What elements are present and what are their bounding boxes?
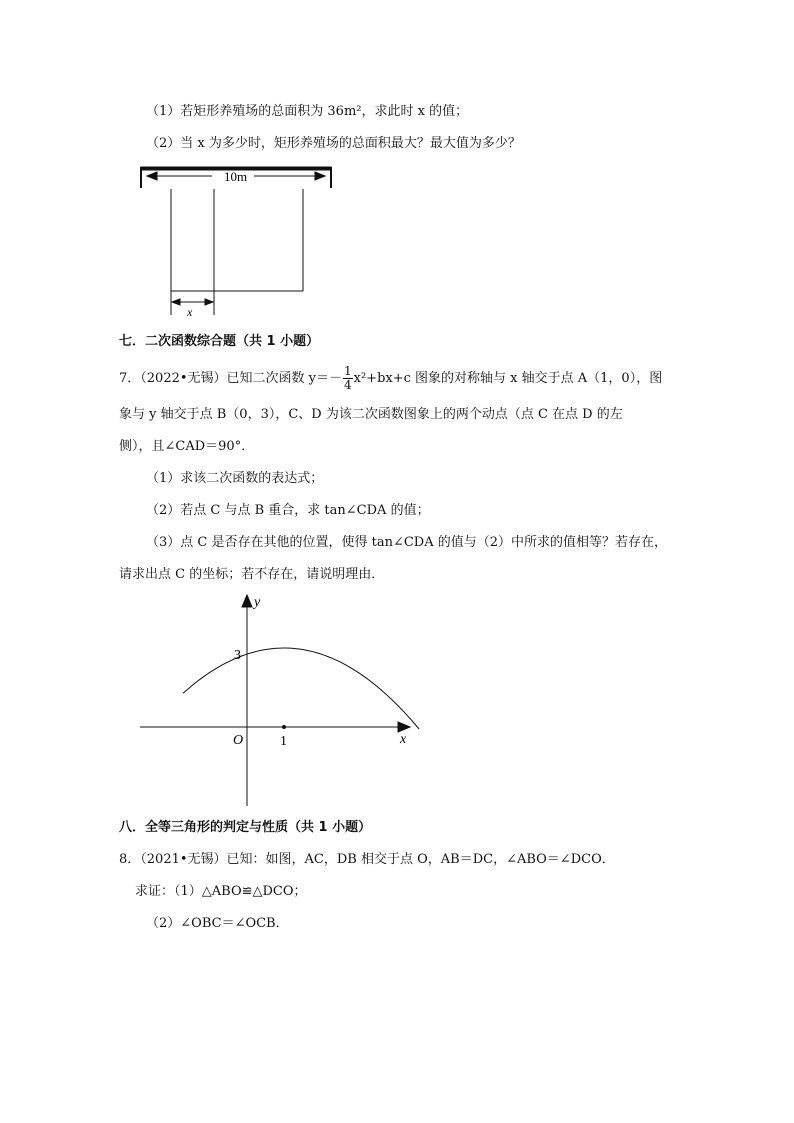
q6-sub2: （2）当 x 为多少时，矩形养殖场的总面积最大？最大值为多少？ bbox=[146, 136, 521, 151]
fraction-numerator: 1 bbox=[344, 364, 352, 378]
label-x: x bbox=[187, 305, 193, 319]
q7-sub2: （2）若点 C 与点 B 重合，求 tan∠CDA 的值； bbox=[146, 503, 430, 518]
q8-line3: （2）∠OBC＝∠OCB． bbox=[146, 916, 289, 931]
x-axis-arrow bbox=[398, 722, 410, 732]
x-axis-label: x bbox=[400, 732, 407, 747]
q7-sub3b: 请求出点 C 的坐标；若不存在，请说明理由． bbox=[119, 567, 385, 582]
q7-sub1: （1）求该二次函数的表达式； bbox=[146, 471, 324, 486]
fraction-denominator: 4 bbox=[344, 378, 352, 392]
q6-sub1: （1）若矩形养殖场的总面积为 36m²，求此时 x 的值； bbox=[146, 104, 469, 119]
q7-line2: 象与 y 轴交于点 B（0，3），C、D 为该二次函数图象上的两个动点（点 C 在点 D 的左 bbox=[119, 407, 623, 422]
section8-heading: 八．全等三角形的判定与性质（共 1 小题） bbox=[119, 820, 372, 835]
origin-label: O bbox=[233, 733, 244, 748]
q8-line2: 求证：（1）△ABO≌△DCO； bbox=[135, 884, 307, 899]
y-axis-arrow bbox=[242, 595, 252, 607]
q7-sub3: （3）点 C 是否存在其他的位置，使得 tan∠CDA 的值与（2）中所求的值相等？若存在， bbox=[146, 535, 668, 550]
q7-line1-a: 7．（2022•无锡）已知二次函数 y＝－ bbox=[119, 371, 342, 386]
point-a bbox=[282, 725, 286, 729]
parabola-curve bbox=[183, 648, 419, 729]
q8-line1: 8．（2021•无锡）已知：如图，AC，DB 相交于点 O，AB＝DC，∠ABO＝∠DCO． bbox=[119, 852, 615, 867]
tick-label-3: 3 bbox=[234, 648, 241, 663]
q7-line3: 侧），且∠CAD＝90°． bbox=[119, 439, 255, 454]
label-10m: 10m bbox=[224, 169, 248, 184]
y-axis-label: y bbox=[254, 595, 261, 610]
section7-heading: 七．二次函数综合题（共 1 小题） bbox=[119, 334, 320, 349]
q7-line1-b: x²+bx+c 图象的对称轴与 x 轴交于点 A（1，0），图 bbox=[353, 371, 663, 386]
tick-label-1: 1 bbox=[280, 734, 287, 749]
